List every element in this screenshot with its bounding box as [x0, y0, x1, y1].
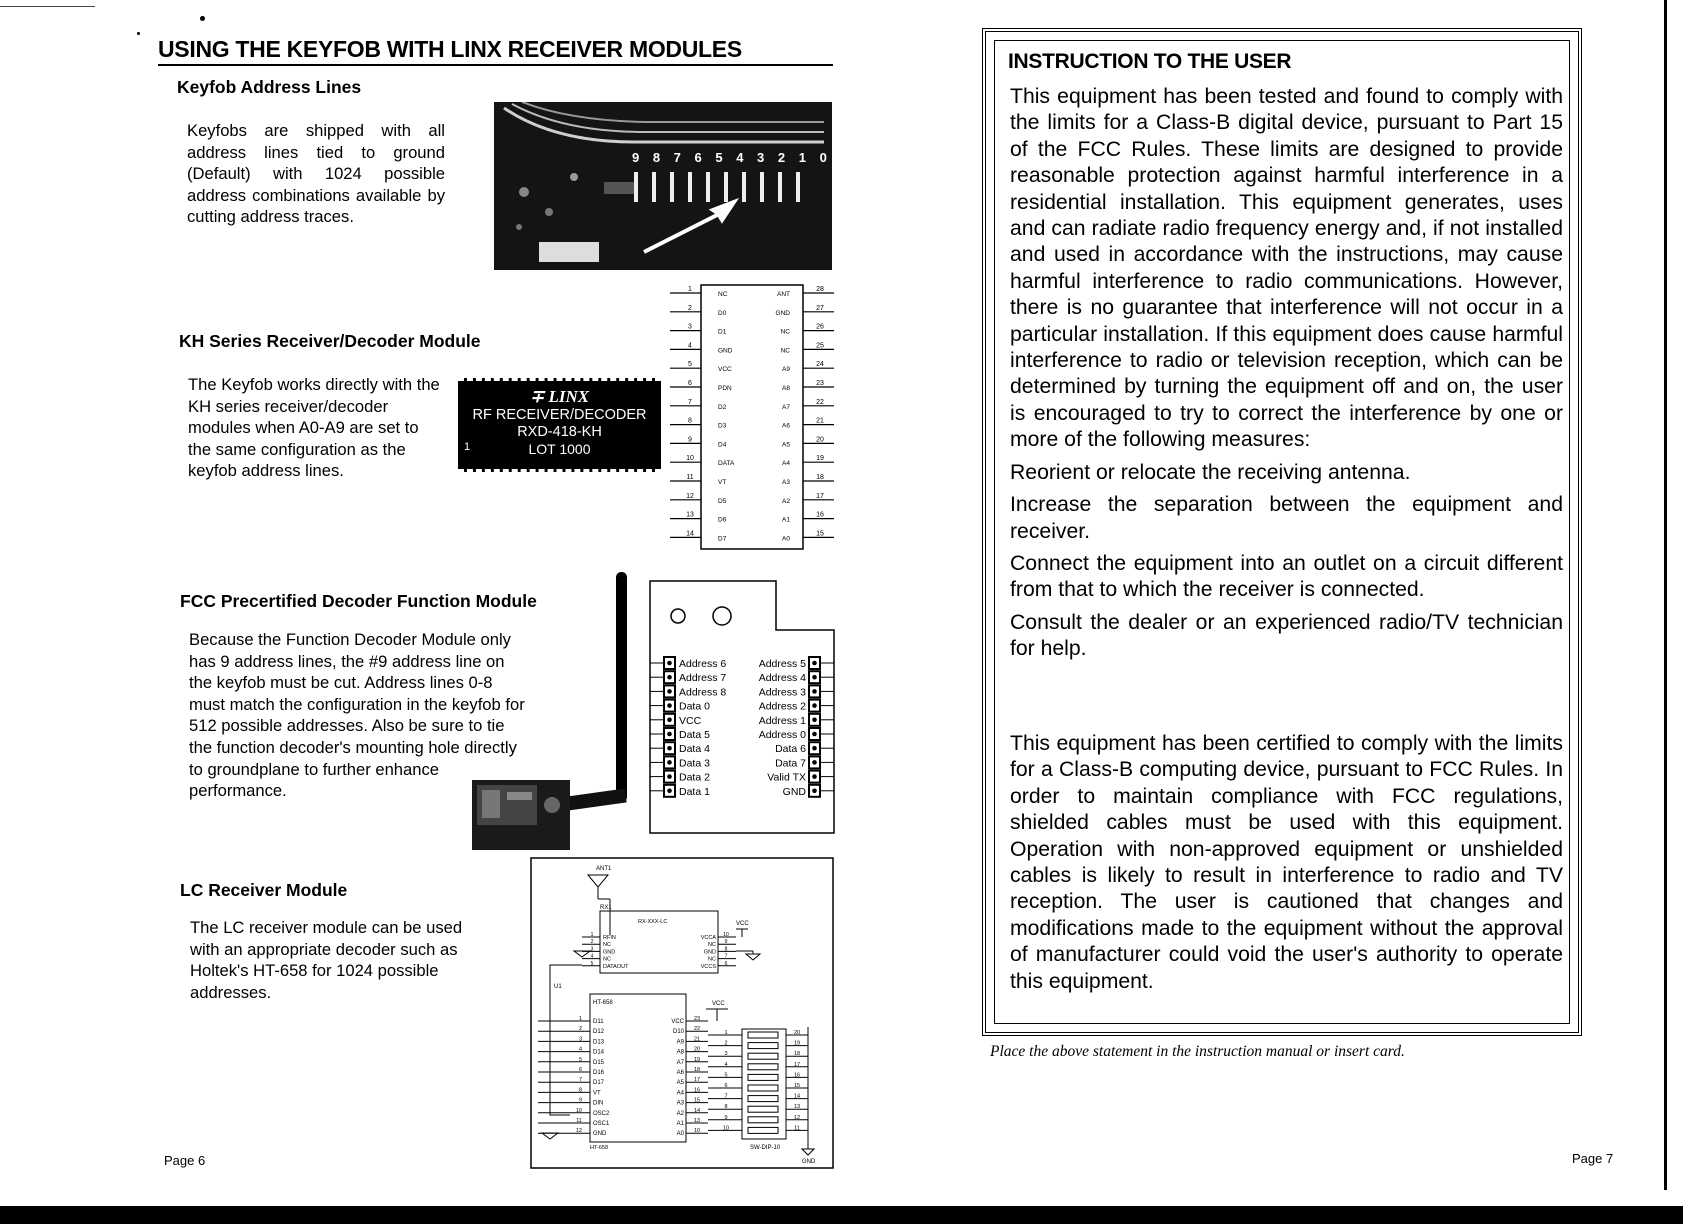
kh-pin-number-left: 6 [688, 380, 692, 387]
fcc-pin-label-right: Address 4 [758, 672, 806, 685]
kh-pin-label-left: DATA [718, 460, 735, 468]
kh-pin-number-left: 9 [688, 436, 692, 444]
kh-pin-label-right: A2 [782, 497, 790, 505]
fcc-pin-dot-right [812, 774, 817, 779]
dip-label: SW-DIP-10 [750, 1145, 781, 1151]
mounting-hole-1 [671, 609, 685, 623]
kh-pin-label-left: D3 [718, 422, 727, 430]
kh-pin-number-left: 13 [686, 511, 694, 519]
kh-pin-number-left: 2 [688, 304, 692, 312]
fcc-pin-dot-left [667, 774, 672, 779]
dip-pin-num-left: 8 [724, 1104, 728, 1111]
dip-switch-toggle [748, 1096, 778, 1102]
rx-pin-num-right: 6 [724, 960, 728, 967]
kh-pin-label-left: D1 [718, 328, 727, 336]
keyfob-pin-numbers: 9 8 7 6 5 4 3 2 1 0 [632, 150, 832, 165]
ic-pin-num-left: 10 [575, 1107, 582, 1114]
rx-pin-num-right: 10 [723, 932, 729, 938]
ic-pin-num-right: 22 [693, 1026, 701, 1033]
kh-pin-label-right: A7 [782, 403, 790, 411]
lc-heading: LC Receiver Module [180, 880, 348, 900]
fcc-pin-label-left: Address 8 [679, 686, 727, 699]
fcc-measure-3: Connect the equipment into an outlet on a circuit different from that to which the receiver is connected. [1010, 551, 1563, 602]
ic-pin-num-left: 11 [576, 1118, 582, 1124]
fcc-pin-label-right: Address 2 [758, 700, 806, 713]
ic-pin-label-right: A6 [676, 1070, 684, 1076]
ic-pin-num-right: 20 [693, 1046, 701, 1053]
gnd-label: GND [802, 1159, 816, 1165]
fcc-pin-dot-right [812, 746, 817, 751]
fcc-pin-label-right: Address 3 [758, 686, 806, 699]
ic-pin-label-left: OSC1 [593, 1121, 610, 1127]
rx-pin-label-left: NC [603, 942, 611, 949]
rx-pin-label-right: VCCS [700, 963, 716, 970]
ic-pin-label-left: D11 [593, 1019, 604, 1025]
fcc-module-text: Because the Function Decoder Module only has 9 address lines, the #9 address line on the keyfob must be cut. Address lines 0-8 must match the configuration in the keyfob for 512 possible addresses. Also be sure to tie the function decoder's mounting hole directly to groundplane to further enhance performance. [189, 630, 525, 801]
dip-pin-num-left: 4 [724, 1061, 728, 1068]
fcc-pin-dot-right [812, 675, 817, 680]
fcc-pin-label-right: Data 6 [775, 743, 806, 756]
ic-pin-num-left: 5 [578, 1056, 582, 1063]
ic-pin-label-left: D17 [593, 1080, 605, 1087]
fcc-pin-label-right: GND [782, 785, 806, 798]
fcc-module-heading: FCC Precertified Decoder Function Module [180, 591, 537, 611]
dip-switch-toggle [748, 1053, 778, 1059]
ic-pin-num-left: 8 [578, 1087, 582, 1094]
kh-pin-label-right: A0 [782, 535, 790, 543]
dip-pin-num-left: 1 [724, 1030, 728, 1036]
ic-pin-num-left: 9 [578, 1097, 582, 1104]
fcc-pin-label-right: Valid TX [767, 771, 806, 784]
ic-pin-num-right: 19 [693, 1056, 701, 1063]
vcc-label-ic: VCC [712, 1001, 725, 1007]
ht658-body [590, 994, 686, 1142]
rx-pin-label-left: NC [603, 956, 611, 963]
u1-label: U1 [554, 984, 562, 990]
ic-pin-num-right: 16 [693, 1087, 701, 1094]
chip-line-3: LOT 1000 [528, 441, 591, 457]
chip-pin-one-mark: 1 [464, 441, 471, 453]
kh-pin-label-left: PDN [718, 385, 732, 392]
fcc-statement-title: INSTRUCTION TO THE USER [1008, 50, 1292, 73]
fcc-pin-label-right: Address 1 [758, 714, 806, 727]
kh-pin-label-left: D4 [718, 441, 727, 449]
ic-pin-num-left: 7 [578, 1077, 582, 1084]
ic-pin-label-right: A1 [676, 1121, 684, 1127]
kh-pin-number-left: 4 [688, 342, 692, 350]
ic-pin-label-left: DIN [593, 1100, 604, 1107]
fcc-pin-label-left: Data 1 [679, 785, 710, 798]
fcc-pin-dot-right [812, 703, 817, 708]
fcc-pin-dot-right [812, 732, 817, 737]
kh-pin-number-right: 15 [816, 530, 824, 538]
chip-line-2: RXD-418-KH [517, 424, 602, 440]
fcc-pin-label-left: Data 4 [679, 743, 710, 756]
rx-pin-num-right: 9 [724, 939, 728, 946]
dip-pin-num-right: 19 [793, 1040, 801, 1047]
kh-pin-label-right: A3 [782, 479, 790, 486]
kh-pin-label-left: D6 [718, 516, 727, 524]
dip-pin-num-right: 15 [793, 1083, 801, 1089]
kh-pin-number-right: 28 [816, 286, 824, 293]
ic-pin-num-left: 3 [578, 1036, 582, 1043]
fcc-statement-body [1010, 84, 1563, 669]
dip-pin-num-right: 17 [793, 1061, 801, 1068]
kh-pin-label-left: D0 [718, 309, 727, 317]
function-module-photo [472, 780, 570, 850]
page-edge-bottom [0, 1206, 1683, 1224]
fcc-pin-label-left: VCC [679, 714, 702, 727]
ic-pin-label-right: A0 [676, 1131, 684, 1138]
dip-switch-toggle [748, 1032, 778, 1038]
linx-logo: ∓ LINX [529, 387, 590, 406]
kh-pin-label-right: NC [780, 347, 790, 355]
gnd-symbol-ic [542, 1133, 558, 1139]
dip-switch-toggle [748, 1106, 778, 1112]
keyfob-text: Keyfobs are shipped with all address lines tied to ground (Default) with 1024 possible address combinations available by cutting address traces. [187, 121, 445, 227]
rx-pin-num-left: 3 [590, 946, 594, 953]
ic-pin-num-left: 6 [578, 1067, 582, 1073]
rx-pin-num-left: 1 [590, 932, 594, 938]
dip-pin-num-left: 9 [724, 1114, 728, 1121]
rx-pin-label-right: VCCA [700, 935, 716, 941]
rx-pin-num-right: 8 [724, 946, 728, 953]
fcc-pin-label-right: Address 5 [758, 658, 806, 670]
fcc-pin-dot-left [667, 689, 672, 694]
fcc-pin-label-left: Address 7 [679, 672, 727, 685]
ic-pin-label-left: OSC2 [593, 1110, 610, 1117]
ic-pin-label-right: VCC [671, 1019, 684, 1025]
ic-pin-num-right: 21 [693, 1036, 701, 1043]
chip-line-1: RF RECEIVER/DECODER [472, 407, 647, 423]
rx-part-label: RX-XXX-LC [638, 919, 668, 925]
dip-switch-toggle [748, 1074, 778, 1080]
kh-pin-number-left: 12 [686, 492, 694, 500]
rx-pin-num-left: 2 [590, 939, 594, 946]
fcc-pin-label-left: Address 6 [679, 658, 727, 670]
kh-pin-number-right: 23 [816, 380, 824, 387]
fcc-pin-dot-left [667, 732, 672, 737]
fcc-pin-dot-right [812, 689, 817, 694]
ht658-label: HT-658 [593, 1000, 613, 1006]
ic-pin-num-right: 17 [693, 1077, 701, 1084]
dip-switch-toggle [748, 1064, 778, 1070]
fcc-statement-frame [982, 28, 1582, 1036]
ic-pin-label-right: A3 [676, 1100, 684, 1107]
page-number-right: Page 7 [1572, 1151, 1614, 1166]
ic-pin-label-left: VT [593, 1090, 601, 1097]
dip-switch-toggle [748, 1117, 778, 1123]
fcc-pin-label-left: Data 0 [679, 700, 710, 713]
kh-pin-number-left: 7 [688, 398, 692, 406]
kh-pin-number-right: 22 [816, 398, 824, 406]
dip-pin-num-left: 5 [724, 1072, 728, 1079]
gnd-symbol-dip [802, 1149, 814, 1155]
kh-pin-number-left: 3 [688, 323, 692, 331]
rx-pin-label-right: NC [708, 956, 716, 963]
kh-pin-label-left: D5 [718, 497, 727, 505]
keyfob-pcb-image [494, 102, 832, 270]
dip-pin-num-left: 2 [724, 1040, 728, 1047]
kh-pin-number-left: 10 [686, 455, 694, 463]
fcc-pin-label-right: Data 7 [775, 757, 806, 770]
ic-pin-label-left: D16 [593, 1070, 605, 1076]
kh-pin-label-right: GND [775, 309, 790, 317]
rx-pin-num-left: 4 [590, 953, 594, 960]
ic-pin-label-left: D14 [593, 1049, 605, 1056]
fcc-pin-dot-right [812, 661, 817, 666]
ic-pin-num-right: 13 [693, 1118, 701, 1124]
kh-text: The Keyfob works directly with the KH series receiver/decoder modules when A0-A9 are set to the same configuration as the keyfob address lines. [188, 375, 440, 481]
page-number-left: Page 6 [164, 1153, 206, 1168]
dip-pin-num-left: 3 [724, 1051, 728, 1058]
ic-pin-label-left: D15 [593, 1059, 605, 1066]
function-module-image [472, 780, 570, 850]
kh-pin-label-right: A5 [782, 441, 790, 449]
kh-pin-number-right: 26 [816, 323, 824, 331]
antenna-icon [616, 572, 627, 802]
rx-pin-label-left: GND [603, 949, 616, 956]
dip-pin-num-left: 7 [724, 1093, 728, 1100]
fcc-measure-1: Reorient or relocate the receiving antenna. [1010, 460, 1411, 484]
statement-caption: Place the above statement in the instruction manual or insert card. [990, 1043, 1405, 1060]
dip-pin-num-right: 11 [794, 1125, 800, 1132]
fcc-statement-inner-border [994, 40, 1570, 1024]
dip-switch-toggle [748, 1127, 778, 1133]
mounting-hole-2 [713, 607, 731, 625]
ic-pin-label-right: A5 [676, 1080, 684, 1087]
kh-pin-number-right: 17 [816, 492, 824, 500]
ic-pin-label-right: A8 [676, 1049, 684, 1056]
antenna-symbol [588, 875, 608, 887]
dip-pin-num-right: 20 [793, 1030, 801, 1036]
gnd-symbol-rx-right [746, 954, 760, 960]
ic-pin-num-left: 1 [578, 1016, 582, 1022]
fcc-pin-dot-left [667, 675, 672, 680]
dip-pin-num-right: 13 [793, 1104, 801, 1111]
rx-pin-label-right: GND [703, 949, 716, 956]
rx-pin-num-left: 5 [590, 960, 594, 967]
kh-pin-label-right: A8 [782, 385, 790, 392]
ic-pin-num-right: 14 [693, 1107, 701, 1114]
kh-pin-label-left: D2 [718, 403, 727, 411]
ant-label: ANT1 [596, 866, 612, 872]
fcc-pin-dot-right [812, 718, 817, 723]
scan-mark-top [0, 6, 95, 7]
kh-pin-label-left: GND [718, 347, 733, 355]
kh-pin-label-right: NC [780, 328, 790, 336]
dip-switch-toggle [748, 1043, 778, 1049]
page-edge-right [1664, 0, 1667, 1190]
kh-pin-number-right: 16 [816, 511, 824, 519]
fcc-pin-dot-left [667, 746, 672, 751]
rx-pin-label-right: NC [708, 942, 716, 949]
fcc-paragraph-certified: This equipment has been certified to comply with the limits for a Class-B computing device, pursuant to FCC Rules. In order to maintain compliance with FCC regulations, shielded cables must be used with this equipment. Operation with non-approved equipment or unshielded cables is likely to result in interference to radio and TV reception. The user is cautioned that changes and modifications made to the equipment without the approval of manufacturer could void the user's authority to operate this equipment. [1010, 732, 1563, 993]
ht658-bottom-label: HT-658 [590, 1145, 609, 1151]
ic-pin-label-left: GND [593, 1131, 607, 1138]
kh-pin-number-right: 25 [816, 342, 824, 350]
fcc-pin-dot-left [667, 661, 672, 666]
fcc-pin-label-left: Data 5 [679, 729, 710, 741]
fcc-pin-label-right: Address 0 [758, 729, 806, 741]
dip-pin-num-left: 10 [722, 1125, 730, 1132]
ic-pin-num-left: 12 [575, 1128, 582, 1135]
kh-pin-label-left: NC [718, 291, 728, 298]
ic-pin-num-right: 23 [693, 1016, 701, 1022]
kh-pin-label-left: VT [718, 479, 727, 486]
dip-pin-num-right: 14 [793, 1093, 801, 1100]
fcc-pin-dot-left [667, 703, 672, 708]
kh-pin-label-right: A6 [782, 422, 790, 430]
dip-pin-num-right: 16 [793, 1072, 801, 1079]
kh-chip [458, 378, 661, 472]
dip-switch-toggle [748, 1085, 778, 1091]
rx-label: RX1 [600, 905, 612, 911]
kh-pin-number-right: 19 [816, 455, 824, 463]
rx-pin-label-left: DATAOUT [603, 963, 629, 970]
kh-pin-number-left: 8 [688, 417, 692, 425]
kh-pin-label-right: A4 [782, 460, 790, 468]
ic-pin-label-right: A2 [676, 1110, 684, 1117]
fcc-measure-2: Increase the separation between the equipment and receiver. [1010, 493, 1563, 543]
kh-pin-label-right: A9 [782, 366, 790, 374]
rx-pin-label-left: RFIN [603, 935, 616, 941]
fcc-module-diagram [649, 580, 835, 834]
ic-pin-label-right: A4 [676, 1090, 684, 1097]
fcc-measure-4: Consult the dealer or an experienced radio/TV technician for help. [1010, 610, 1563, 661]
fcc-pin-dot-left [667, 718, 672, 723]
lc-schematic-diagram [530, 857, 834, 1169]
keyfob-heading: Keyfob Address Lines [177, 77, 362, 97]
kh-pin-number-left: 11 [686, 474, 694, 481]
kh-pinout-body [701, 285, 803, 549]
ic-pin-num-left: 2 [578, 1026, 582, 1033]
dip-pin-num-right: 18 [793, 1051, 801, 1058]
kh-pin-number-left: 1 [688, 286, 692, 293]
kh-pin-label-left: VCC [718, 366, 732, 374]
fcc-module-outline [650, 581, 834, 833]
fcc-pin-dot-left [667, 760, 672, 765]
fcc-pin-dot-left [667, 789, 672, 794]
lc-text: The LC receiver module can be used with an appropriate decoder such as Holtek's HT-658 for 1024 possible addresses. [190, 918, 463, 1002]
scan-dot [200, 16, 205, 21]
vcc-label-rx: VCC [736, 921, 749, 927]
fcc-statement-body-2 [1010, 731, 1563, 1001]
ic-pin-label-left: D12 [593, 1029, 605, 1036]
kh-pinout-diagram [668, 283, 838, 553]
ic-pin-label-right: D10 [672, 1029, 684, 1036]
rx-pin-num-right: 7 [724, 953, 728, 960]
dip-pin-num-left: 6 [724, 1083, 728, 1089]
fcc-pin-label-left: Data 2 [679, 771, 710, 784]
fcc-pin-label-left: Data 3 [679, 757, 710, 770]
scan-dot-small [137, 32, 140, 35]
kh-pin-label-right: ANT [777, 291, 790, 298]
kh-pin-number-right: 27 [816, 304, 824, 312]
ic-pin-num-right: 10 [693, 1128, 701, 1135]
gnd-symbol-rx-left [574, 951, 590, 957]
ic-pin-num-right: 15 [693, 1097, 701, 1104]
kh-pin-label-right: A1 [782, 516, 790, 524]
ic-pin-label-left: D13 [593, 1039, 605, 1046]
ic-pin-num-right: 18 [693, 1067, 701, 1073]
ic-pin-label-right: A7 [676, 1059, 684, 1066]
kh-pin-number-right: 18 [816, 474, 824, 481]
ic-pin-label-right: A9 [676, 1039, 684, 1046]
keyfob-photo [494, 102, 832, 270]
kh-pin-number-right: 21 [816, 417, 824, 425]
fcc-pin-dot-right [812, 789, 817, 794]
dip-pin-num-right: 12 [793, 1114, 801, 1121]
kh-heading: KH Series Receiver/Decoder Module [179, 331, 481, 351]
kh-pin-number-right: 24 [816, 361, 824, 369]
kh-pin-number-right: 20 [816, 436, 824, 444]
kh-pin-number-left: 5 [688, 361, 692, 369]
kh-pin-label-left: D7 [718, 535, 727, 543]
fcc-pin-dot-right [812, 760, 817, 765]
page-title: USING THE KEYFOB WITH LINX RECEIVER MODULES [158, 36, 833, 66]
kh-pin-number-left: 14 [686, 530, 694, 538]
ic-pin-num-left: 4 [578, 1046, 582, 1053]
fcc-paragraph-main: This equipment has been tested and found to comply with the limits for a Class-B digital device, pursuant to Part 15 of the FCC Rules. These limits are designed to provide reasonable protection against harmful interference in a residential installation. This equipment generates, uses and can radiate radio frequency energy and, if not installed and used in accordance with the instructions, may cause harmful interference to radio communications. However, there is no guarantee that interference will not occur in a particular installation. If this equipment does cause harmful interference to radio or television reception, which can be determined by turning the equipment off and on, the user is encouraged to try to correct the interference by one or more of the following measures: [1010, 85, 1563, 452]
